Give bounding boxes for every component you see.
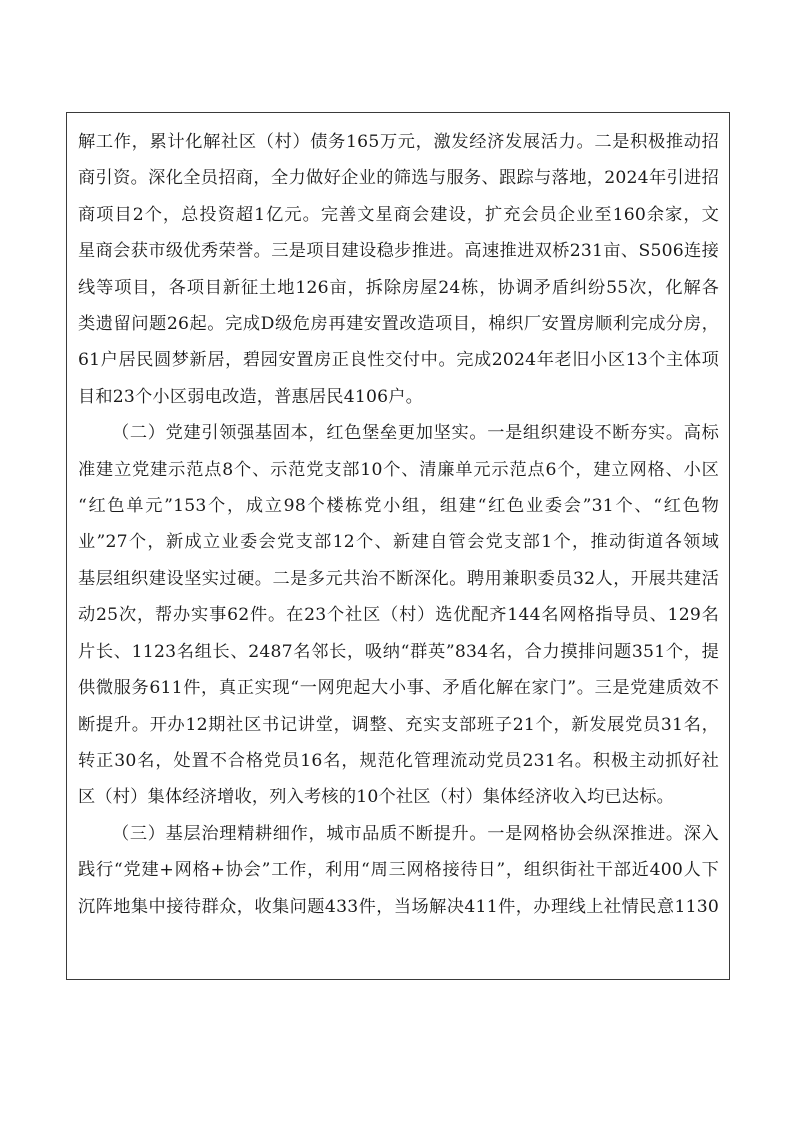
paragraph (78, 124, 719, 415)
text-line: 线等项目，各项目新征土地126亩，拆除房屋24栋，协调矛盾纠纷55次，化解各 (78, 277, 719, 298)
text-line: （二）党建引领强基固本，红色堡垒更加坚实。一是组织建设不断夯实。高标 (112, 423, 719, 444)
text-line: 解工作，累计化解社区（村）债务165万元，激发经济发展活力。二是积极推动招 (78, 132, 719, 152)
text-line: 片长、1123名组长、2487名邻长，吸纳“群英”834名，合力摸排问题351个，提 (78, 641, 719, 662)
text-line: （三）基层治理精耕细作，城市品质不断提升。一是网格协会纵深推进。深入 (112, 823, 719, 844)
paragraph (78, 816, 719, 925)
text-line: 类遗留问题26起。完成D级危房再建安置改造项目，棉织厂安置房顺利完成分房， (78, 314, 719, 335)
text-line: 动25次，帮办实事62件。在23个社区（村）选优配齐144名网格指导员、129名 (78, 605, 719, 626)
text-line: 61户居民圆梦新居，碧园安置房正良性交付中。完成2024年老旧小区13个主体项 (78, 350, 719, 371)
text-line: 准建立党建示范点8个、示范党支部10个、清廉单元示范点6个，建立网格、小区 (78, 459, 719, 480)
text-line: 区（村）集体经济增收，列入考核的10个社区（村）集体经济收入均已达标。 (78, 787, 675, 808)
text-line: 沉阵地集中接待群众，收集问题433件，当场解决411件，办理线上社情民意1130 (78, 896, 719, 917)
text-line: 商引资。深化全员招商，全力做好企业的筛选与服务、跟踪与落地，2024年引进招 (78, 168, 719, 189)
text-line: “红色单元”153个，成立98个楼栋党小组，组建“红色业委会”31个、“红色物 (78, 496, 719, 517)
text-line: 星商会获市级优秀荣誉。三是项目建设稳步推进。高速推进双桥231亩、S506连接 (78, 241, 719, 262)
text-line: 供微服务611件，真正实现“一网兜起大小事、矛盾化解在家门”。三是党建质效不 (78, 678, 719, 699)
text-line: 目和23个小区弱电改造，普惠居民4106户。 (78, 386, 424, 407)
text-line: 转正30名，处置不合格党员16名，规范化管理流动党员231名。积极主动抓好社 (78, 750, 719, 771)
text-line: 商项目2个，总投资超1亿元。完善文星商会建设，扩充会员企业至160余家，文 (78, 204, 719, 225)
text-line: 基层组织建设坚实过硬。二是多元共治不断深化。聘用兼职委员32人，开展共建活 (78, 568, 719, 589)
document-body (78, 124, 719, 925)
text-line: 业”27个，新成立业委会党支部12个、新建自管会党支部1个，推动街道各领域 (78, 532, 719, 553)
text-line: 践行“党建+网格+协会”工作，利用“周三网格接待日”，组织街社干部近400人下 (78, 860, 719, 881)
text-line: 断提升。开办12期社区书记讲堂，调整、充实支部班子21个，新发展党员31名， (78, 714, 719, 735)
paragraph (78, 415, 719, 815)
